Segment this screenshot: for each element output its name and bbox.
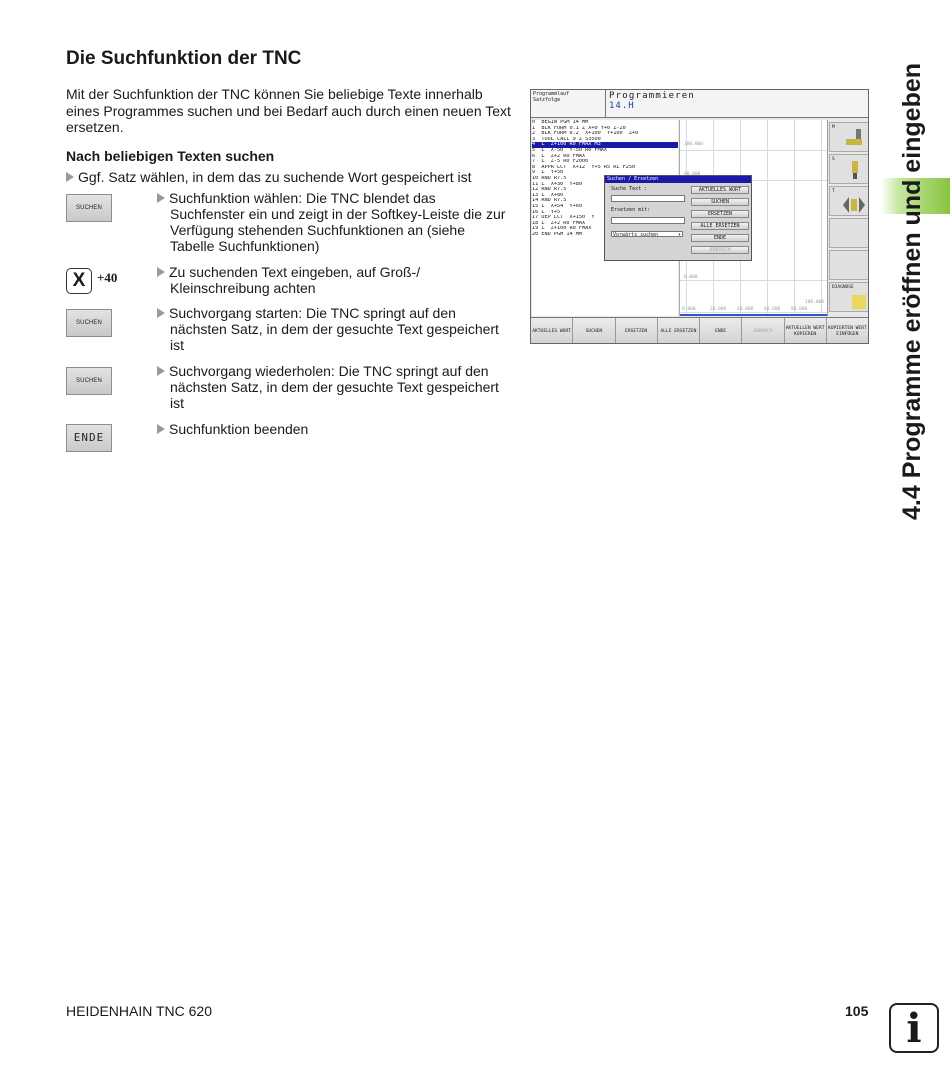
program-line: 6 L Z+2 R0 FMAX: [532, 153, 586, 159]
graph-tick-label: 100.000: [805, 300, 824, 305]
tnc-screenshot: [530, 89, 869, 344]
dialog-button: ALLE ERSETZEN: [691, 222, 749, 230]
section-subheading: Nach beliebigen Texten suchen: [66, 148, 275, 164]
direction-select: Vorwärts suchen ▾: [613, 232, 681, 238]
side-softkey-empty: [829, 218, 869, 248]
side-softkey-s: S: [829, 154, 869, 184]
step-text: Suchvorgang wiederholen: Die TNC springt auf den nächsten Satz, in dem der gesuchte Text gespeichert ist: [169, 363, 499, 411]
program-file-name: 14.H: [609, 101, 635, 111]
key-value: +40: [97, 270, 118, 285]
softkey: KOPIERTEN WERT EINFÜGEN: [827, 318, 869, 344]
softkey: ENDE: [700, 318, 742, 344]
softkey: AKTUELLEN WERT KOPIEREN: [785, 318, 827, 344]
graph-tick-label: 40.000: [737, 307, 754, 312]
spindle-icon: [844, 161, 866, 179]
side-softkey-empty: [829, 250, 869, 280]
program-line: 3 TOOL CALL 9 Z S3500: [532, 136, 601, 142]
side-softkey-t: T: [829, 186, 869, 216]
dialog-button: ENDE: [691, 234, 749, 242]
dropdown-arrow-icon: ▾: [677, 232, 681, 238]
softkey: ERSETZEN: [616, 318, 658, 344]
program-line: 9 L Y+50: [532, 170, 564, 176]
arrow-right-icon: [157, 308, 165, 318]
graph-tick-label: 100.000: [684, 142, 703, 147]
program-line: 10 RND R7.5: [532, 175, 567, 181]
softkey-bar: [531, 317, 869, 344]
graph-tick-label: 60.000: [764, 307, 781, 312]
mode-title: Programmieren: [609, 91, 696, 101]
program-line: 2 BLK FORM 0.2 X+100 Y+100 Z+0: [532, 131, 639, 137]
program-line: 16 L Y+5: [532, 209, 561, 215]
step-text: Zu suchenden Text eingeben, auf Groß-/ Kleinschreibung achten: [169, 264, 421, 296]
intro-paragraph: Mit der Suchfunktion der TNC können Sie beliebige Texte innerhalb eines Programmes suchen und bei Bedarf auch durch einen neuen Text ersetzen.: [66, 86, 511, 135]
search-replace-dialog: [604, 175, 752, 261]
program-line: 0 BEGIN PGM 14 MM: [532, 120, 589, 125]
softkey: SUCHEN: [573, 318, 615, 344]
dialog-button: AKTUELLES WORT: [691, 186, 749, 194]
chapter-heading: 4.4 Programme eröffnen und eingeben: [898, 62, 926, 520]
softkey: ABBRUCH: [742, 318, 784, 344]
step-item: [157, 264, 511, 296]
program-line: 11 L X+30 Y+80: [532, 181, 582, 187]
graph-tick-label: 20.000: [710, 307, 727, 312]
softkey-suchen: SUCHEN: [66, 309, 112, 337]
footer-product: HEIDENHAIN TNC 620: [66, 1003, 213, 1019]
screen-mode-left: [531, 90, 606, 118]
program-line: 14 RND R7.5: [532, 198, 567, 204]
replace-text-label: Ersetzen mit:: [611, 207, 651, 213]
arrow-right-icon: [66, 172, 74, 182]
dialog-button: ABBRUCH: [691, 246, 749, 254]
dialog-button: ERSETZEN: [691, 210, 749, 218]
program-line: 5 L X-50 Y-50 R0 FMAX: [532, 147, 607, 153]
arrow-right-icon: [157, 267, 165, 277]
screen-mode-right: [606, 90, 869, 118]
prep-step-text: Ggf. Satz wählen, in dem das zu suchende Wort gespeichert ist: [78, 169, 472, 185]
search-text-field: [611, 195, 685, 202]
program-line: 4 L Z+100 R0 FMAX M3: [532, 142, 678, 148]
status-side-panel: [827, 120, 869, 316]
side-softkey-diagnose: DIAGNOSE: [829, 282, 869, 312]
dialog-button: SUCHEN: [691, 198, 749, 206]
softkey-suchen: SUCHEN: [66, 194, 112, 222]
prep-step: [66, 169, 472, 185]
program-line: 8 APPR LCT X+12 Y+5 R5 RL F250: [532, 164, 636, 170]
dialog-title: Suchen / Ersetzen: [605, 176, 751, 183]
program-line: 18 L Z+2 R0 FMAX: [532, 220, 586, 226]
step-text: Suchvorgang starten: Die TNC springt auf den nächsten Satz, in dem der gesuchte Text gespeichert ist: [169, 305, 499, 353]
step-item: [157, 363, 511, 411]
tool-icon: [841, 195, 867, 213]
program-line: 13 L X+80: [532, 192, 564, 198]
graph-tick-label: 0.000: [684, 275, 698, 280]
softkey: ALLE ERSETZEN: [658, 318, 700, 344]
side-softkey-m: M: [829, 122, 869, 152]
program-line: 12 RND R7.5: [532, 187, 567, 193]
step-item: [157, 190, 511, 254]
replace-text-field: [611, 217, 685, 224]
step-item: [157, 305, 511, 353]
program-line: 19 L Z+100 R0 FMAX: [532, 226, 592, 232]
program-line: 20 END PGM 14 MM: [532, 231, 582, 237]
mode-label: Programmlauf: [533, 91, 570, 97]
arrow-right-icon: [157, 366, 165, 376]
softkey-suchen: SUCHEN: [66, 367, 112, 395]
softkey: AKTUELLES WORT: [531, 318, 573, 344]
graph-tick-label: 0.000: [682, 307, 696, 312]
program-line: 1 BLK FORM 0.1 Z X+0 Y+0 Z-20: [532, 125, 626, 131]
arrow-right-icon: [157, 193, 165, 203]
page-title: Die Suchfunktion der TNC: [66, 48, 302, 69]
step-text: Suchfunktion beenden: [169, 421, 309, 437]
program-line: 7 L Z-5 R0 F2000: [532, 159, 589, 165]
x-axis-key: X: [66, 268, 92, 294]
info-icon: i: [889, 1003, 939, 1053]
diagnose-icon: [852, 295, 866, 309]
program-line: 15 L X+54 Y+60: [532, 203, 582, 209]
mode-label: Satzfolge: [533, 97, 561, 103]
step-text: Suchfunktion wählen: Die TNC blendet das Suchfenster ein und zeigt in der Softkey-Leiste die zur Verfügung stehenden Suchfunktionen an (siehe Tabelle Suchfunktionen): [169, 190, 506, 254]
step-item: [157, 421, 511, 437]
machine-function-icon: [844, 129, 866, 147]
graph-tick-label: 80.000: [791, 307, 808, 312]
page-number: 105: [845, 1003, 869, 1019]
program-line: 17 DEP LCT X+150 Y: [532, 215, 595, 221]
softkey-ende: ENDE: [66, 424, 112, 452]
search-text-label: Suche Text :: [611, 186, 648, 192]
arrow-right-icon: [157, 424, 165, 434]
